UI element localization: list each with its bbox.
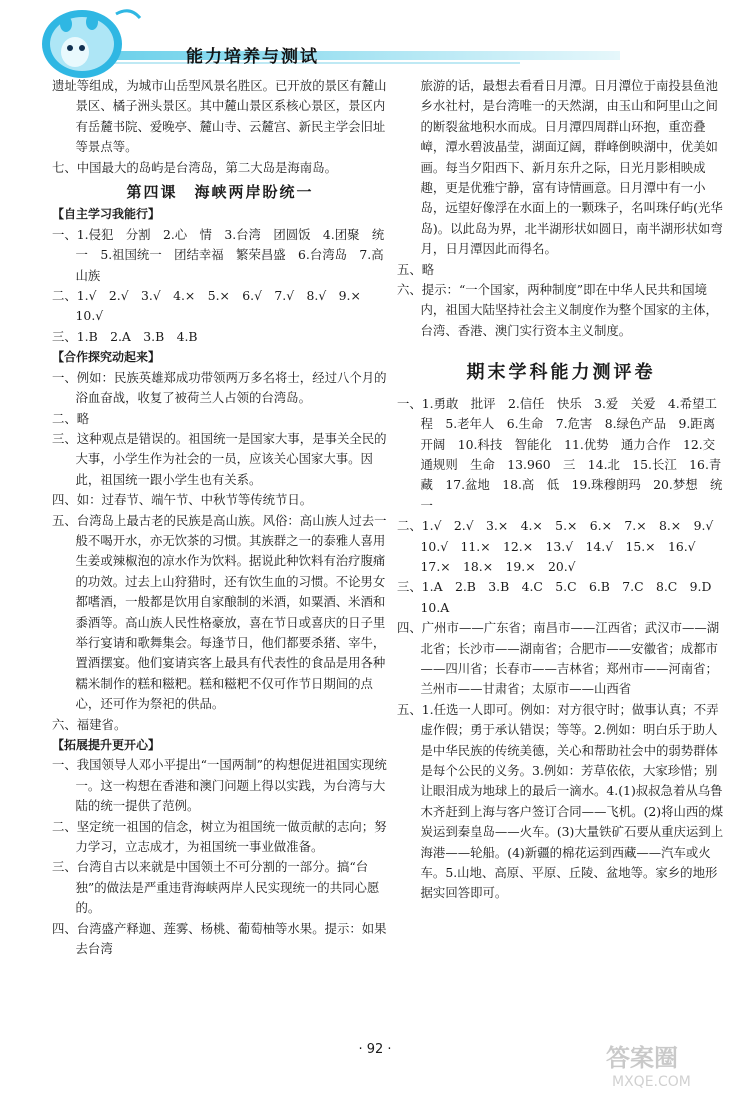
answer-paragraph: 六、提示：“一个国家，两种制度”即在中华人民共和国境内，祖国大陆坚持社会主义制度作为整个国家的主体，台湾、香港、澳门实行资本主义制度。 xyxy=(397,282,718,338)
section-heading: 【自主学习我能行】 xyxy=(52,207,161,222)
answer-paragraph: 二、1.√ 2.√ 3.× 4.× 5.× 6.× 7.× 8.× 9.√ 10.√ 11.× 12.× 13.√ 14.√ 15.× 16.√ 17.× 18.× 19.× 20.√ xyxy=(397,518,726,574)
answer-paragraph: 三、1.A 2.B 3.B 4.C 5.C 6.B 7.C 8.C 9.D 10.A xyxy=(397,579,724,615)
left-column xyxy=(52,76,388,959)
answer-paragraph: 一、1.勇敢 批评 2.信任 快乐 3.爱 关爱 4.希望工程 5.老年人 6.生命 7.危害 8.绿色产品 9.距离 开阔 10.科技 智能化 11.优势 通力合作 12.交通规则 生命 13.960 三 14.北 15.长江 16.青藏 17.盆地 18.高 低 19.珠穆朗玛 20.梦想 统一 xyxy=(397,395,728,513)
answer-paragraph: 一、例如：民族英雄郑成功带领两万多名将士，经过八个月的浴血奋战，收复了被荷兰人占领的台湾岛。 xyxy=(52,369,387,406)
answer-paragraph: 四、广州市——广东省；南昌市——江西省；武汉市——湖北省；长沙市——湖南省；合肥市——安徽省；成都市——四川省；长春市——吉林省；郑州市——河南省；兰州市——甘肃省；太原市——山西省 xyxy=(397,620,720,697)
answer-paragraph: 二、略 xyxy=(52,410,90,426)
answer-paragraph: 遗址等组成，为城市山岳型风景名胜区。已开放的景区有麓山景区、橘子洲头景区。其中麓山景区系核心景区，景区内有岳麓书院、爱晚亭、麓山寺、云麓宫、新民主学会旧址等景点等。 xyxy=(52,78,387,155)
answer-paragraph: 四、台湾盛产释迦、莲雾、杨桃、葡萄柚等水果。提示：如果去台湾 xyxy=(52,920,387,957)
section-heading: 【合作探究动起来】 xyxy=(52,350,161,365)
header-title: 能力培养与测试 xyxy=(186,47,319,67)
watermark-logo xyxy=(602,1040,742,1090)
answer-paragraph: 五、1.任选一人即可。例如：对方很守时；做事认真；不弄虚作假；勇于承认错误；等等。2.例如：明白乐于助人是中华民族的传统美德，关心和帮助社会中的弱势群体是每个公民的义务。3.例如：芳草依依，大家珍惜；别让眼泪成为地球上的最后一滴水。4.(1)叔叔急着从乌鲁木齐赶到上海与客户签订合同——飞机。(2)将山西的煤炭运到秦皇岛——火车。(3)大量铁矿石要从重庆运到上海港——轮船。(4)新疆的棉花运到西藏——汽车或火车。5.山地、高原、平原、丘陵、盆地等。家乡的地形据实回答即可。 xyxy=(397,701,724,901)
page-number: · 92 · xyxy=(358,1042,392,1057)
answer-paragraph: 七、中国最大的岛屿是台湾岛，第二大岛是海南岛。 xyxy=(52,159,337,175)
answer-paragraph: 三、台湾自古以来就是中国领土不可分割的一部分。搞“台独”的做法是严重违背海峡两岸人民实现统一的共同心愿的。 xyxy=(52,859,380,916)
right-column xyxy=(397,76,728,904)
answer-paragraph: 五、略 xyxy=(397,261,435,277)
exam-title: 期末学科能力测评卷 xyxy=(466,362,656,384)
answer-paragraph: 六、福建省。 xyxy=(52,716,127,732)
answer-paragraph: 二、1.√ 2.√ 3.√ 4.× 5.× 6.√ 7.√ 8.√ 9.× 10.√ xyxy=(52,288,374,324)
answer-paragraph: 旅游的话，最想去看看日月潭。日月潭位于南投县鱼池乡水社村，是台湾唯一的天然湖，由玉山和阿里山之间的断裂盆地积水而成。日月潭四周群山环抱，重峦叠嶂，潭水碧波晶莹，湖面辽阔，群峰倒映湖中，优美如画。每当夕阳西下、新月东升之际，日光月影相映成趣，更是优雅宁静，富有诗情画意。日月潭中有一小岛，远望好像浮在水面上的一颗珠子，名叫珠仔屿(光华岛)。以此岛为界，北半湖形状如圆日，南半湖形状如弯月，日月潭因此而得名。 xyxy=(420,78,723,257)
answer-paragraph: 一、1.侵犯 分割 2.心 情 3.台湾 团圆饭 4.团聚 统一 5.祖国统一 团结幸福 繁荣昌盛 6.台湾岛 7.高山族 xyxy=(52,226,385,283)
lesson-title: 第四课 海峡两岸盼统一 xyxy=(126,183,314,202)
answer-paragraph: 一、我国领导人邓小平提出“一国两制”的构想促进祖国实现统一。这一构想在香港和澳门问题上得以实践，为台湾与大陆的统一提供了范例。 xyxy=(52,757,387,814)
answer-paragraph: 三、1.B 2.A 3.B 4.B xyxy=(52,328,198,344)
svg-text:MXQE.COM: MXQE.COM xyxy=(612,1074,691,1090)
svg-text:答案圈: 答案圈 xyxy=(606,1044,678,1072)
answer-paragraph: 五、台湾岛上最古老的民族是高山族。风俗：高山族人过去一般不喝开水，亦无饮茶的习惯。其族群之一的泰雅人喜用生姜或辣椒泡的凉水作为饮料。据说此种饮料有治疗腹痛的功效。过去上山狩猎时，还有饮生血的习惯。不论男女都嗜酒，一般都是饮用自家酿制的米酒，如粟酒、米酒和黍酒等。高山族人民性格豪放，喜在节日或喜庆的日子里举行宴请和歌舞集会。每逢节日，他们都要杀猪、宰牛，置酒摆宴。他们宴请宾客上最具有代表性的食品是用各种糯米制作的糕和糍粑。糕和糍粑不仅可作节日期间的点心，还可作为祭祀的供品。 xyxy=(52,512,387,712)
answer-paragraph: 二、坚定统一祖国的信念，树立为祖国统一做贡献的志向；努力学习，立志成才，为祖国统一事业做准备。 xyxy=(52,818,387,855)
answer-paragraph: 三、这种观点是错误的。祖国统一是国家大事，是事关全民的大事，小学生作为社会的一员，应该关心国家大事。因此，祖国统一跟小学生也有关系。 xyxy=(52,430,387,487)
answer-paragraph: 四、如：过春节、端午节、中秋节等传统节日。 xyxy=(52,492,313,508)
section-heading: 【拓展提升更开心】 xyxy=(52,738,161,752)
